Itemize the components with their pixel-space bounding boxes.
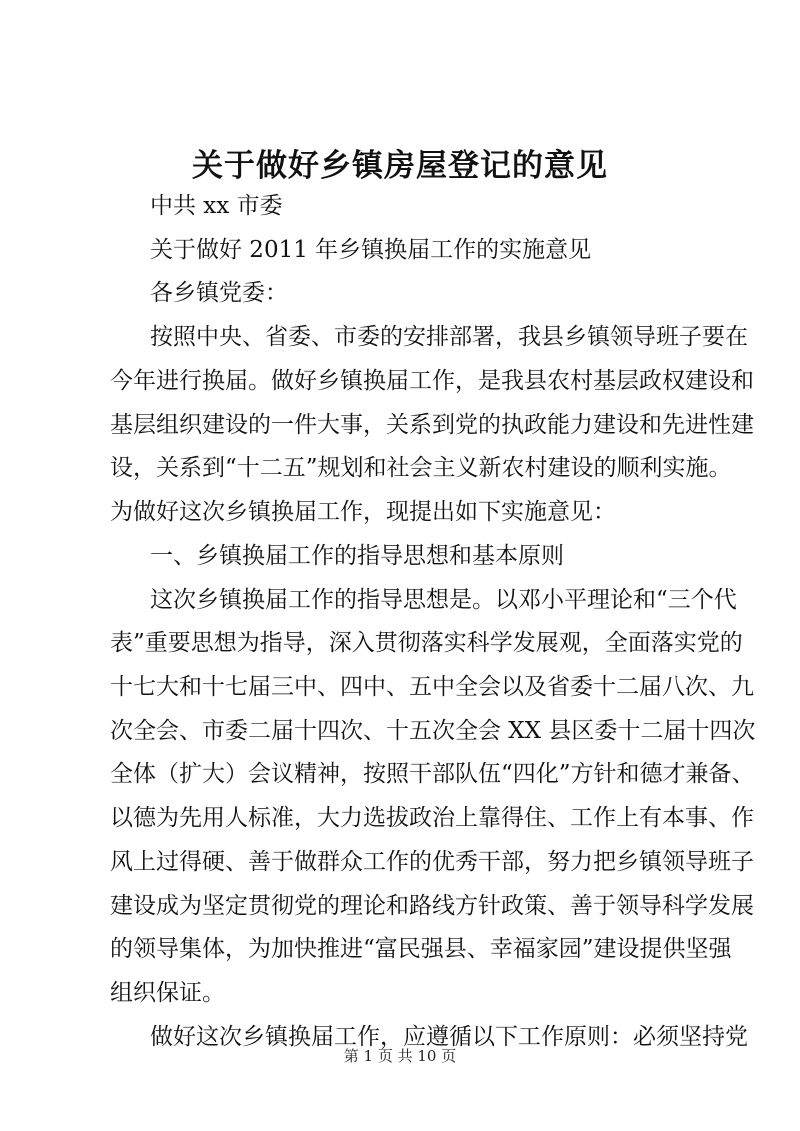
body-line: 以德为先用人标准，大力选拔政治上靠得住、工作上有本事、作 xyxy=(110,805,754,831)
page-footer: 第 1 页 共 10 页 xyxy=(343,1047,457,1065)
body-line: 为做好这次乡镇换届工作，现提出如下实施意见： xyxy=(110,499,616,525)
body-line: 做好这次乡镇换届工作，应遵循以下工作原则：必须坚持党 xyxy=(150,1024,748,1050)
body-line: 十七大和十七届三中、四中、五中全会以及省委十二届八次、九 xyxy=(110,674,754,700)
document-title: 关于做好乡镇房屋登记的意见 xyxy=(192,148,608,184)
issuer-line: 中共 xx 市委 xyxy=(150,193,283,219)
body-line: 建设成为坚定贯彻党的理论和路线方针政策、善于领导科学发展 xyxy=(110,893,754,919)
body-line: 设，关系到“十二五”规划和社会主义新农村建设的顺利实施。 xyxy=(110,455,732,481)
salutation-line: 各乡镇党委： xyxy=(150,280,288,306)
subject-line: 关于做好 2011 年乡镇换届工作的实施意见 xyxy=(150,237,592,263)
body-line: 次全会、市委二届十四次、十五次全会 XX 县区委十二届十四次 xyxy=(110,718,756,744)
body-line: 的领导集体，为加快推进“富民强县、幸福家园”建设提供坚强 xyxy=(110,936,732,962)
body-line: 风上过得硬、善于做群众工作的优秀干部，努力把乡镇领导班子 xyxy=(110,849,754,875)
section-heading: 一、乡镇换届工作的指导思想和基本原则 xyxy=(150,543,564,569)
body-line: 按照中央、省委、市委的安排部署，我县乡镇领导班子要在 xyxy=(150,324,748,350)
body-line: 这次乡镇换届工作的指导思想是。以邓小平理论和“三个代 xyxy=(150,587,737,613)
body-line: 基层组织建设的一件大事，关系到党的执政能力建设和先进性建 xyxy=(110,412,754,438)
body-line: 全体（扩大）会议精神，按照干部队伍“四化”方针和德才兼备、 xyxy=(110,761,755,787)
body-line: 今年进行换届。做好乡镇换届工作，是我县农村基层政权建设和 xyxy=(110,368,754,394)
body-line: 表”重要思想为指导，深入贯彻落实科学发展观，全面落实党的 xyxy=(110,630,743,656)
body-line: 组织保证。 xyxy=(110,980,225,1006)
